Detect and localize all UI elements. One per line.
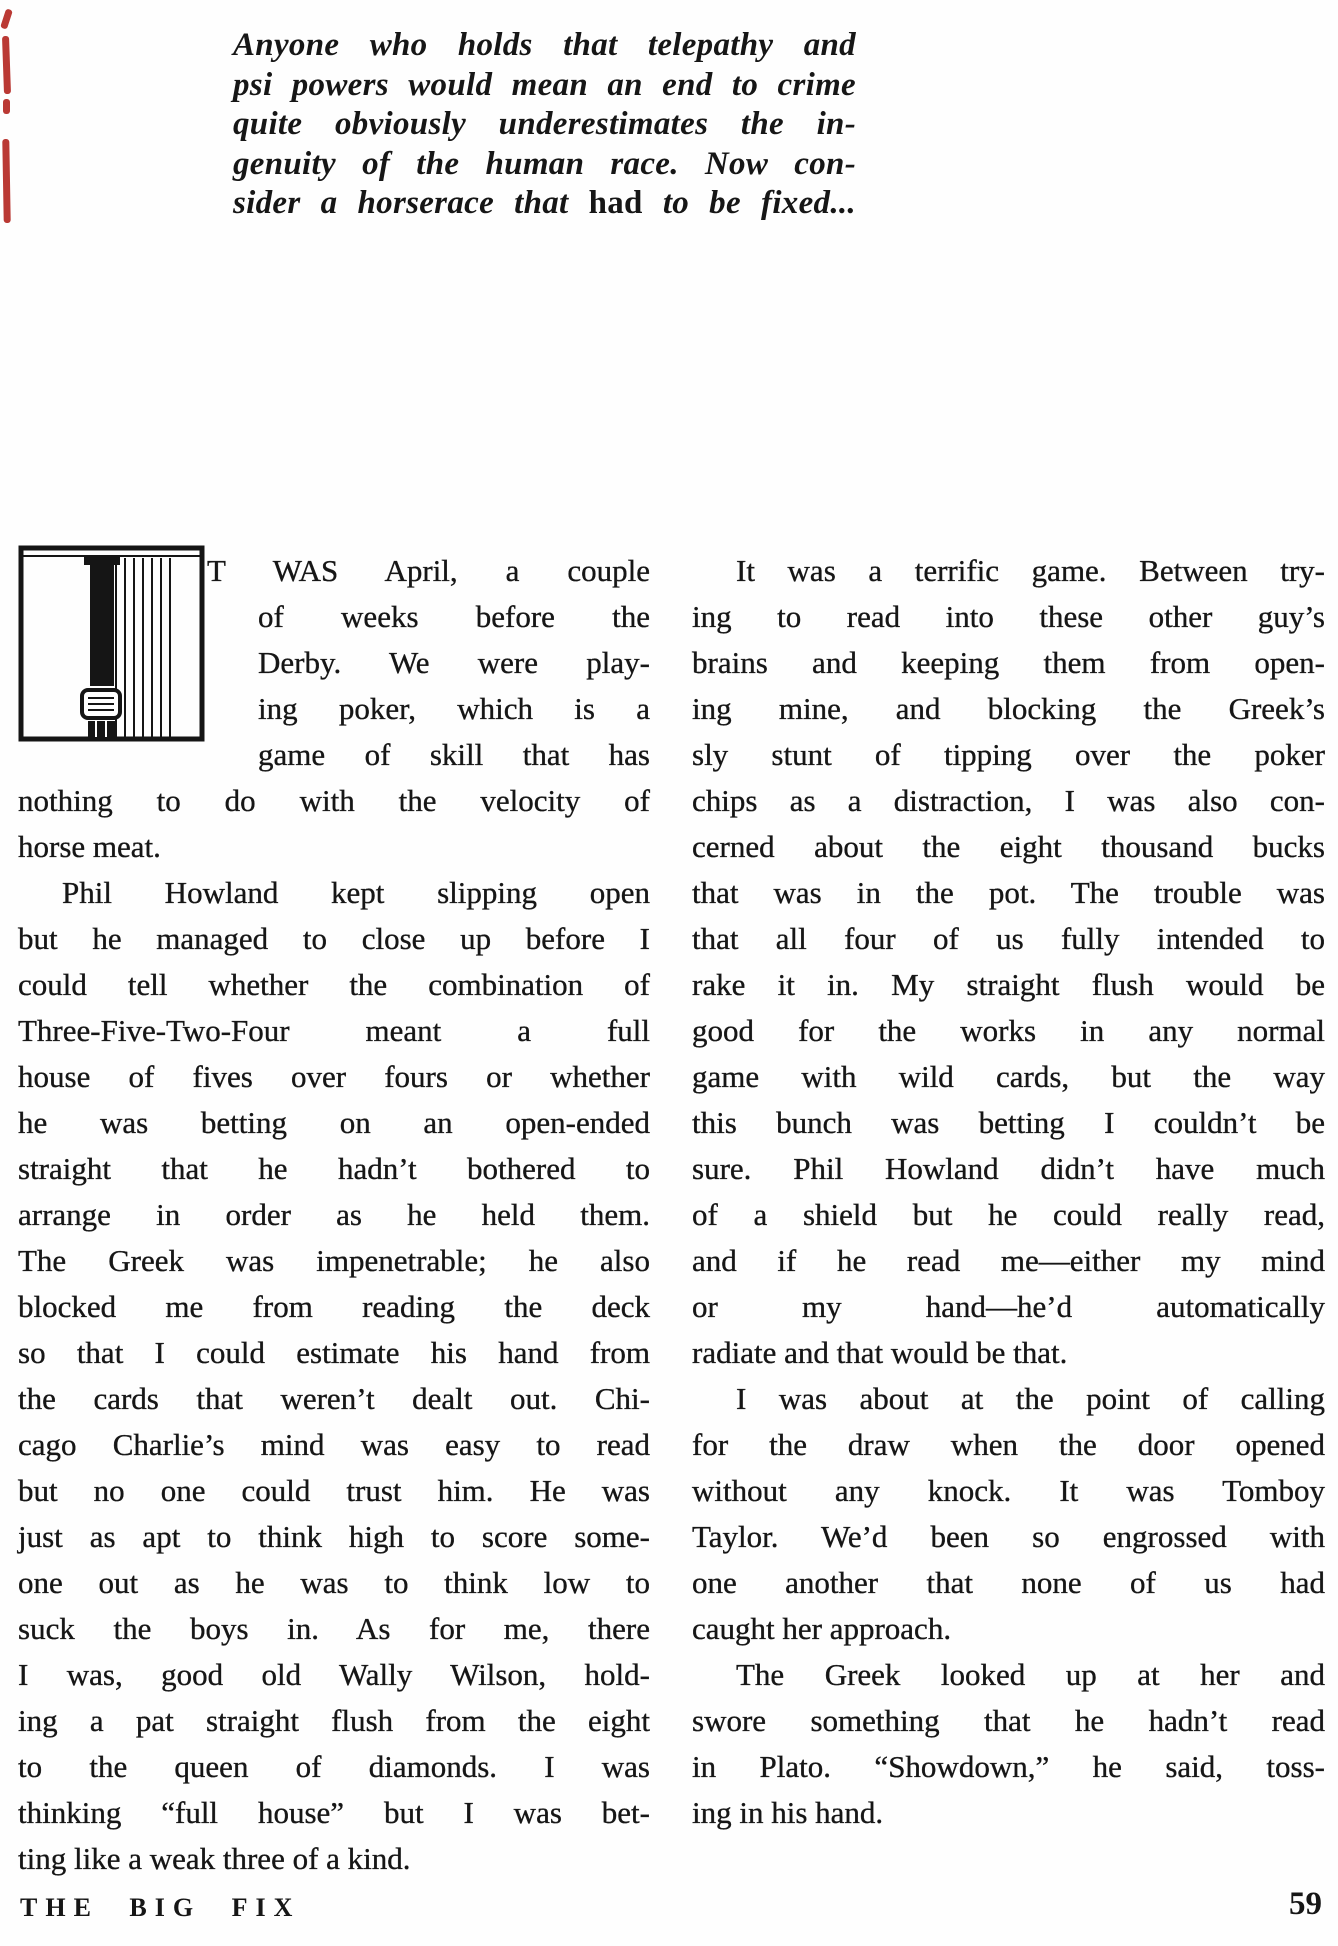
text-line: of weeks before the (258, 599, 650, 634)
text-line: but he managed to close up before I (18, 921, 650, 956)
text-line: Anyone who holds that telepathy and (233, 27, 856, 63)
text-line: one out as he was to think low to (18, 1565, 650, 1600)
text-line: It was a terrific game. Between try- (736, 553, 1325, 588)
text-line: so that I could estimate his hand from (18, 1335, 650, 1370)
text-line: ing to read into these other guy’s (692, 599, 1325, 634)
text-line: Taylor. We’d been so engrossed with (692, 1519, 1325, 1554)
text-line (233, 184, 856, 224)
text-line: sly stunt of tipping over the poker (692, 737, 1325, 772)
text-segment: to be fixed... (642, 185, 856, 221)
text-line: blocked me from reading the deck (18, 1289, 650, 1324)
paragraph (18, 548, 650, 870)
text-line: in Plato. “Showdown,” he said, toss- (692, 1749, 1325, 1784)
paragraph (692, 1376, 1325, 1652)
text-line: but no one could trust him. He was (18, 1473, 650, 1508)
text-line: Phil Howland kept slipping open (62, 875, 650, 910)
text-line: straight that he hadn’t bothered to (18, 1151, 650, 1186)
text-line: Derby. We were play- (258, 645, 650, 680)
text-line: quite obviously underestimates the in- (233, 106, 856, 142)
story-epigraph (233, 26, 856, 224)
text-line: brains and keeping them from open- (692, 645, 1325, 680)
text-line: ing poker, which is a (258, 691, 650, 726)
text-line: genuity of the human race. Now con- (233, 145, 856, 182)
text-line: arrange in order as he held them. (18, 1197, 650, 1232)
paragraph (18, 870, 650, 1882)
text-line: could tell whether the combination of (18, 967, 650, 1002)
text-line: he was betting on an open-ended (18, 1105, 650, 1140)
text-line: Three-Five-Two-Four meant a full (18, 1013, 650, 1048)
text-line: The Greek looked up at her and (736, 1657, 1325, 1692)
page-number: 59 (1289, 1886, 1322, 1922)
text-line: ing in his hand. (692, 1795, 884, 1830)
text-line: just as apt to think high to score some- (18, 1519, 650, 1554)
text-line: without any knock. It was Tomboy (692, 1473, 1325, 1508)
text-line: that all four of us fully intended to (692, 921, 1325, 956)
text-line: to the queen of diamonds. I was (18, 1749, 650, 1784)
text-line: ing a pat straight flush from the eight (18, 1703, 650, 1738)
text-segment: sider a horserace that (233, 185, 589, 221)
text-line: this bunch was betting I couldn’t be (692, 1105, 1325, 1140)
story-title-footer: THE BIG FIX (20, 1893, 301, 1922)
text-line: ing mine, and blocking the Greek’s (692, 691, 1325, 726)
text-line: sure. Phil Howland didn’t have much (692, 1151, 1325, 1186)
text-line: house of fives over fours or whether (18, 1059, 650, 1094)
text-line: radiate and that would be that. (692, 1335, 1068, 1370)
text-line: chips as a distraction, I was also con- (692, 783, 1325, 818)
text-line: or my hand—he’d automatically (692, 1289, 1325, 1324)
text-line: rake it in. My straight flush would be (692, 967, 1325, 1002)
text-line: good for the works in any normal (692, 1013, 1325, 1048)
text-line: The Greek was impenetrable; he also (18, 1243, 650, 1278)
text-line: thinking “full house” but I was bet- (18, 1795, 650, 1830)
text-line: one another that none of us had (692, 1565, 1325, 1600)
text-line: cerned about the eight thousand bucks (692, 829, 1325, 864)
text-line: the cards that weren’t dealt out. Chi- (18, 1381, 650, 1416)
emphasized-word: had (588, 185, 643, 221)
text-line: psi powers would mean an end to crime (233, 66, 856, 103)
text-line: ting like a weak three of a kind. (18, 1841, 411, 1876)
red-pen-mark (2, 139, 10, 223)
text-line: I was, good old Wally Wilson, hold- (18, 1657, 650, 1692)
text-line: and if he read me—either my mind (692, 1243, 1325, 1278)
text-line: T WAS April, a couple (207, 553, 650, 588)
text-line: game with wild cards, but the way (692, 1059, 1325, 1094)
red-pen-mark (3, 99, 10, 114)
paragraph (692, 548, 1325, 1376)
text-line: for the draw when the door opened (692, 1427, 1325, 1462)
text-line: horse meat. (18, 829, 161, 864)
text-line: cago Charlie’s mind was easy to read (18, 1427, 650, 1462)
text-line: swore something that he hadn’t read (692, 1703, 1325, 1738)
red-pen-mark (2, 36, 11, 94)
left-text-column (18, 548, 650, 1882)
red-pen-mark (0, 8, 13, 29)
text-line: I was about at the point of calling (736, 1381, 1325, 1416)
text-line: nothing to do with the velocity of (18, 783, 650, 818)
paragraph (692, 1652, 1325, 1836)
right-text-column (692, 548, 1325, 1836)
text-line: of a shield but he could really read, (692, 1197, 1325, 1232)
text-line: caught her approach. (692, 1611, 952, 1646)
text-line: suck the boys in. As for me, there (18, 1611, 650, 1646)
text-line: game of skill that has (258, 737, 650, 772)
text-line: that was in the pot. The trouble was (692, 875, 1325, 910)
